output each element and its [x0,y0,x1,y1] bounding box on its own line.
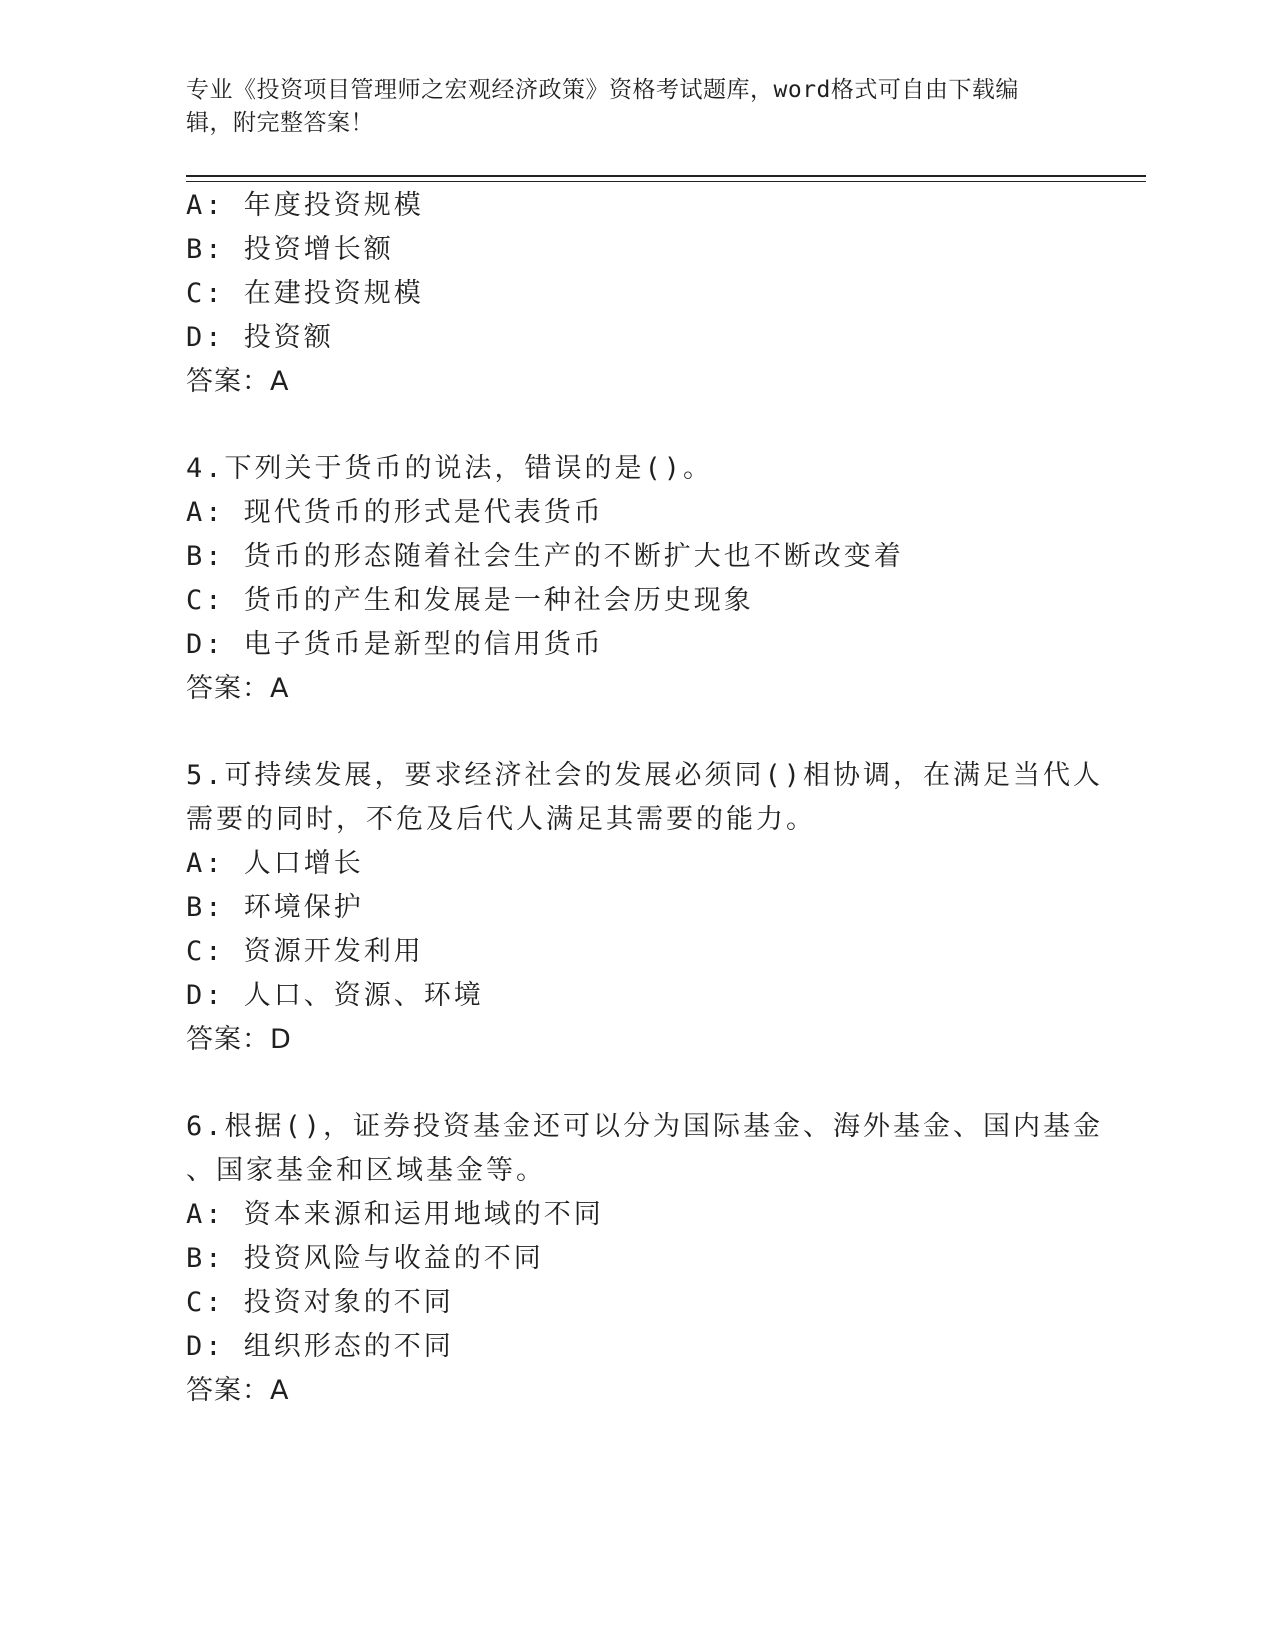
q4-answer: 答案：A [186,673,290,704]
header-line-2: 辑，附完整答案！ [186,110,374,136]
q3-option-b: B: 投资增长额 [186,234,394,265]
header-rule-thick [186,175,1146,177]
q6-answer: 答案：A [186,1375,290,1406]
q5-question-line-1: 5.可持续发展，要求经济社会的发展必须同()相协调，在满足当代人 [186,760,1104,791]
q5-option-b: B: 环境保护 [186,892,364,923]
q6-option-d: D: 组织形态的不同 [186,1331,454,1362]
q4-option-a: A: 现代货币的形式是代表货币 [186,497,604,528]
q3-option-d: D: 投资额 [186,322,334,353]
q3-option-c: C: 在建投资规模 [186,278,424,309]
q5-answer: 答案：D [186,1024,292,1055]
q6-question-line-1: 6.根据()，证券投资基金还可以分为国际基金、海外基金、国内基金 [186,1111,1104,1142]
q6-option-b: B: 投资风险与收益的不同 [186,1243,544,1274]
q5-option-d: D: 人口、资源、环境 [186,980,484,1011]
q4-option-d: D: 电子货币是新型的信用货币 [186,629,604,660]
q4-option-c: C: 货币的产生和发展是一种社会历史现象 [186,585,754,616]
q5-option-c: C: 资源开发利用 [186,936,424,967]
header-rule-thin [186,181,1146,182]
q3-option-a: A: 年度投资规模 [186,190,424,221]
header-line-1: 专业《投资项目管理师之宏观经济政策》资格考试题库，word格式可自由下载编 [186,77,1019,103]
q3-answer: 答案：A [186,366,290,397]
q4-option-b: B: 货币的形态随着社会生产的不断扩大也不断改变着 [186,541,904,572]
q4-question: 4.下列关于货币的说法，错误的是()。 [186,453,714,484]
q5-option-a: A: 人口增长 [186,848,364,879]
q6-option-c: C: 投资对象的不同 [186,1287,454,1318]
q5-question-line-2: 需要的同时，不危及后代人满足其需要的能力。 [186,804,816,835]
q6-option-a: A: 资本来源和运用地域的不同 [186,1199,604,1230]
q6-question-line-2: 、国家基金和区域基金等。 [186,1155,546,1186]
document-header [186,74,1071,140]
